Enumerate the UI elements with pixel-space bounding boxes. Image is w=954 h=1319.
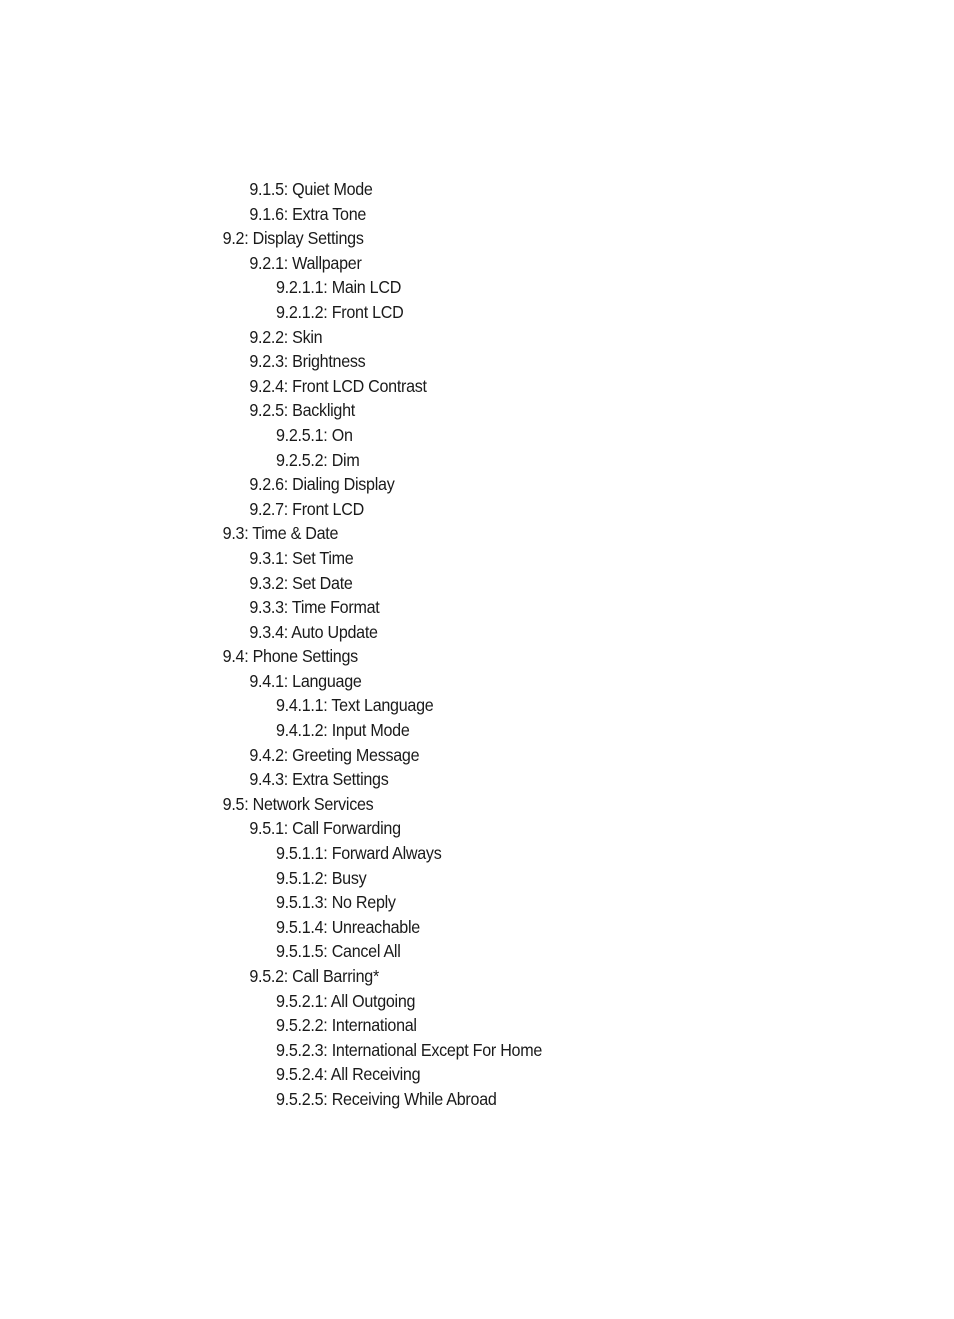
menu-entry: 9.4.1: Language [249,670,362,691]
menu-subentry: 9.5.1.4: Unreachable [276,916,420,937]
menu-subentry: 9.5.2.5: Receiving While Abroad [276,1088,497,1109]
menu-section-heading: 9.4: Phone Settings [222,646,358,667]
menu-entry: 9.2.7: Front LCD [249,498,364,519]
menu-entry: 9.3.2: Set Date [249,572,353,593]
menu-subentry: 9.5.1.1: Forward Always [276,843,442,864]
menu-subentry: 9.4.1.2: Input Mode [276,720,410,741]
menu-entry: 9.2.5: Backlight [249,400,355,421]
menu-entry: 9.5.2: Call Barring* [249,966,379,986]
menu-entry: 9.2.1: Wallpaper [249,252,362,273]
menu-subentry: 9.5.2.4: All Receiving [276,1064,421,1085]
menu-section-heading: 9.3: Time & Date [222,523,339,544]
menu-entry: 9.4.2: Greeting Message [249,744,420,765]
menu-section-heading: 9.2: Display Settings [222,228,364,249]
menu-entry: 9.2.3: Brightness [249,351,366,372]
menu-entry: 9.2.4: Front LCD Contrast [249,375,427,396]
menu-section-heading: 9.5: Network Services [222,793,374,814]
menu-subentry: 9.4.1.1: Text Language [276,695,434,716]
menu-subentry: 9.2.1.2: Front LCD [276,301,404,322]
menu-subentry: 9.2.5.2: Dim [276,449,360,470]
menu-subentry: 9.5.2.1: All Outgoing [276,990,416,1011]
menu-subentry: 9.2.5.1: On [276,424,353,445]
menu-subentry: 9.5.1.5: Cancel All [276,941,401,962]
menu-entry: 9.1.5: Quiet Mode [249,179,373,199]
menu-subentry: 9.5.2.2: International [276,1015,417,1036]
menu-entry: 9.4.3: Extra Settings [249,769,389,790]
menu-entry: 9.3.3: Time Format [249,597,380,618]
menu-entry: 9.3.1: Set Time [249,547,354,568]
menu-entry: 9.2.2: Skin [249,326,323,347]
menu-subentry: 9.5.1.3: No Reply [276,892,396,913]
menu-entry: 9.3.4: Auto Update [249,621,378,642]
menu-tree [0,177,954,1112]
menu-entry: 9.2.6: Dialing Display [249,474,395,495]
menu-entry: 9.1.6: Extra Tone [249,203,367,224]
menu-subentry: 9.2.1.1: Main LCD [276,277,402,298]
menu-entry: 9.5.1: Call Forwarding [249,818,401,839]
menu-subentry: 9.5.2.3: International Except For Home [276,1039,543,1060]
menu-subentry: 9.5.1.2: Busy [276,867,367,888]
